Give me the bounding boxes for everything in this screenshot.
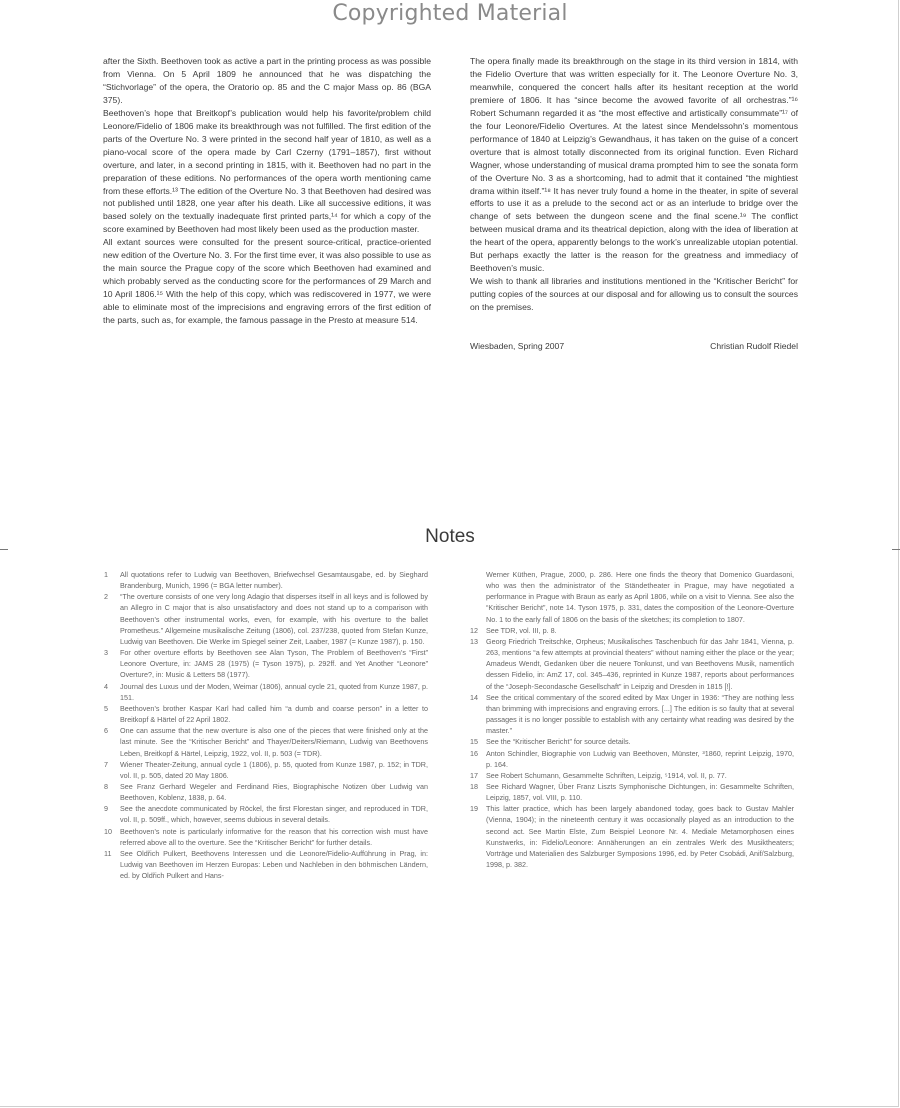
footnote: [470, 692, 794, 737]
footnote: [104, 647, 428, 680]
footnote-number: 3: [104, 648, 108, 658]
footnote: [104, 759, 428, 781]
footnote: [470, 781, 794, 803]
footnote: [104, 848, 428, 881]
footnote-number: 19: [470, 804, 478, 814]
footnote: [470, 636, 794, 692]
footnote-number: 9: [104, 804, 108, 814]
footnote-text: Georg Friedrich Treitschke, Orpheus; Musikalisches Taschenbuch für das Jahr 1841, Vienna, p. 263, mentions “a few attempts at provincial theaters” without naming either the place or the year; Amadeus Wendt, Gedanken über die neuere Tonkunst, und van Beethovens Musik, namentlich dessen Fidelio, in: AmZ 17, col. 345–436, reprinted in Kunze 1987, reports about performances of the “Joseph-Secondasche Gesellschaft” in Leipzig and Dresden in 1815 [!].: [486, 636, 794, 691]
footnote: [470, 625, 794, 636]
notes-right-column: [470, 569, 794, 870]
footnote: [104, 826, 428, 848]
footnote: [104, 803, 428, 825]
footnote-number: 2: [104, 592, 108, 602]
footnote: [104, 725, 428, 758]
footnote-text: See the critical commentary of the scored edited by Max Unger in 1936: “They are nothing less than brimming with imprecisions and engraving errors. [...] The edition is so faulty that at several passages it is no longer possible to establish with any certainty what reading was desired by the master.”: [486, 692, 794, 736]
footnote: [470, 748, 794, 770]
footnote-text: Wiener Theater-Zeitung, annual cycle 1 (1806), p. 55, quoted from Kunze 1987, p. 152; in TDR, vol. II, p. 505, dated 20 May 1806.: [120, 759, 428, 780]
footnote-number: 13: [470, 636, 478, 646]
footnote: [104, 591, 428, 647]
footnote-text: Anton Schindler, Biographie von Ludwig van Beethoven, Münster, ³1860, reprint Leipzig, 1970, p. 164.: [486, 748, 794, 769]
footnote-number: 18: [470, 781, 478, 791]
footnote-number: 17: [470, 770, 478, 780]
footnote: [104, 681, 428, 703]
footnote-number: 10: [104, 826, 112, 836]
notes-left-column: [104, 569, 428, 881]
footnote-text: See Robert Schumann, Gesammelte Schriften, Leipzig, ⁵1914, vol. II, p. 77.: [486, 770, 727, 780]
footnote-text: See Franz Gerhard Wegeler and Ferdinand Ries, Biographische Notizen über Ludwig van Beethoven, Koblenz, 1838, p. 64.: [120, 781, 428, 803]
footnote-text: All quotations refer to Ludwig van Beethoven, Briefwechsel Gesamtausgabe, ed. by Sieghard Brandenburg, Munich, 1996 (= BGA letter number).: [120, 570, 428, 591]
footnote: [104, 703, 428, 725]
body-left-column: [103, 55, 431, 327]
footnote-text: See the anecdote communicated by Röckel, the first Florestan singer, and reproduced in TDR, vol. II, p. 509ff., which, however, seems dubious in several details.: [120, 804, 428, 825]
notes-heading: Notes: [425, 526, 475, 547]
footnote-number: 15: [470, 737, 478, 747]
footnote-text: See Richard Wagner, Über Franz Liszts Symphonische Dichtungen, in: Gesammelte Schriften, Leipzig, 1857, vol. VIII, p. 110.: [486, 781, 794, 803]
footnote-number: 4: [104, 681, 108, 691]
footnote-text: See Oldřich Pulkert, Beethovens Interessen und die Leonore/Fidelio-Aufführung in Prag, in: Ludwig van Beethoven im Herzen Europas: Leben und Nachleben in den böhmischen Ländern, ed. by Oldřich Pulkert and Hans-: [120, 848, 428, 881]
footnote-number: 5: [104, 703, 108, 713]
body-paragraph: Beethoven’s hope that Breitkopf’s publication would help his favorite/problem child Leonore/Fidelio of 1806 make its breakthrough was not fulfilled. The first edition of the parts of the Overture No. 3 were printed in the second half year of 1810, as well as a piano-vocal score of the opera made by Carl Czerny (1791–1857), first without overture, and later, in a second printing in 1815, with it. Beethoven had no part in the preparation of these editions. No performances of the opera worth mentioning came from these efforts.¹³ The edition of the Overture No. 3 that Beethoven had desired was not published until 1828, one year after his death. Like all successive editions, it was based solely on the textually inadequate first printed parts,¹⁴ for which a copy of the score examined by Beethoven had most likely been used as the production master.: [103, 107, 431, 235]
footnote: [470, 770, 794, 781]
footnote-number: 12: [470, 625, 478, 635]
footnote-text: Beethoven’s note is particularly informative for the reason that his correction wish must have referred above all to the overture. See the “Kritischer Bericht” for further details.: [120, 826, 428, 847]
body-paragraph: All extant sources were consulted for the present source-critical, practice-oriented new edition of the Overture No. 3. For the first time ever, it was also possible to use as the main source the Prague copy of the score which Beethoven had examined and which probably served as the conducting score for the performances of 29 March and 10 April 1806.¹⁵ With the help of this copy, which was rediscovered in 1977, we were able to eliminate most of the imprecisions and engraving errors of the first edition of the parts, such as, for example, the famous passage in the Presto at measure 514.: [103, 237, 431, 326]
left-crop-mark: [0, 549, 8, 550]
footnote-text: See the “Kritischer Bericht” for source details.: [486, 737, 631, 747]
body-paragraph: We wish to thank all libraries and institutions mentioned in the “Kritischer Bericht” for putting copies of the sources at our disposal and for allowing us to consult the sources on the premises.: [470, 276, 798, 313]
body-paragraph: The opera finally made its breakthrough on the stage in its third version in 1814, with the Fidelio Overture that was written especially for it. The Leonore Overture No. 3, meanwhile, conquered the concert halls after its hesitant reception at the world premiere of 1806. It has “since become the avowed favorite of all orchestras.”¹⁶ Robert Schumann regarded it as “the most effective and artistically consummate”¹⁷ of the four Leonore/Fidelio Overtures. At the latest since Mendelssohn’s momentous performance of 1840 at Leipzig’s Gewandhaus, it has taken on the guise of a concert overture that is almost totally disconnected from its original function. Even Richard Wagner, whose understanding of musical drama prompted him to see the sonata form of the Overture No. 3 as a shortcoming, had to admit that it contained “the mightiest drama within itself.”¹⁸ It has never truly found a home in the theater, in spite of several efforts to use it as a prelude to the second act or as an interlude to bridge over the change of sets between the dungeon scene and the final scene.¹⁹ The conflict between musical drama and its theatrical depiction, along with the idea of liberation at the heart of the opera, apparently belongs to the work’s unrealizable utopian potential. But perhaps exactly the latter is the reason for the greatness and immediacy of Beethoven’s music.: [470, 56, 798, 274]
author-name: Christian Rudolf Riedel: [710, 341, 798, 352]
footnote-number: 6: [104, 726, 108, 736]
footnote-text: This latter practice, which has been largely abandoned today, goes back to Gustav Mahler (Vienna, 1904); in the nineteenth century it was occasionally played as an introduction to the second act. See Martin Elste, Zum Beispiel Leonore Nr. 4. Mediale Metamorphosen eines Kunstwerks, in: Fidelio/Leonore: Annäherungen an ein zentrales Werk des Musiktheaters; Vorträge und Materialien des Salzburger Symposions 1996, ed. by Peter Csobádi, Anif/Salzburg, 1998, p. 382.: [486, 804, 794, 870]
footnote-number: 7: [104, 759, 108, 769]
footnote-text: See TDR, vol. III, p. 8.: [486, 625, 557, 635]
copyright-watermark: Copyrighted Material: [332, 1, 568, 26]
footnote-text: Beethoven’s brother Kaspar Karl had called him “a dumb and coarse person” in a letter to Breitkopf & Härtel of 22 April 1802.: [120, 703, 428, 725]
place-date: Wiesbaden, Spring 2007: [470, 341, 565, 352]
footnote-text: For other overture efforts by Beethoven see Alan Tyson, The Problem of Beethoven’s “First” Leonore Overture, in: JAMS 28 (1975) (= Tyson 1975), p. 292ff. and Yet Another “Leonore” Overture?, in: Music & Letters 58 (1977).: [120, 648, 428, 680]
body-paragraph: after the Sixth. Beethoven took as active a part in the printing process as was possible from Vienna. On 5 April 1809 he announced that he was dispatching the “Stichvorlage” of the opera, the Oratorio op. 85 and the C major Mass op. 86 (BGA 375).: [103, 56, 431, 105]
footnote-number: 11: [104, 848, 112, 858]
footnote-continuation: Werner Küthen, Prague, 2000, p. 286. Here one finds the theory that Domenico Guardasoni, who was then the administrator of the Ständetheater in Prague, may have negotiated a performance in Prague with Braun as early as April 1806, while on a visit to Vienna. See also the “Kritischer Bericht”, note 14. Tyson 1975, p. 331, dates the composition of the Leonore-Overture No. 1 to the early fall of 1806 on the basis of the sketches; its completion to 1807.: [486, 570, 794, 624]
footnote-number: 8: [104, 781, 108, 791]
footnote: [104, 569, 428, 591]
footnote-number: 1: [104, 570, 108, 579]
footnote: [470, 736, 794, 747]
footnote-number: 16: [470, 748, 478, 758]
footnote: [104, 781, 428, 803]
footnote-text: One can assume that the new overture is also one of the pieces that were finished only at the last minute. See the “Kritischer Bericht” and Thayer/Deiters/Riemann, Ludwig van Beethovens Leben, Breitkopf & Härtel, Leipzig, 1922, vol. II, p. 503 (= TDR).: [120, 726, 428, 758]
body-right-column: [470, 55, 798, 353]
signature-line: [470, 340, 798, 353]
footnote-text: “The overture consists of one very long Adagio that disperses itself in all keys and is followed by an Allegro in C major that is also unsatisfactory and does not stand up to a comparison with Beethoven’s other instrumental works, even, for example, with his overture to the ballet Prometheus.” Allgemeine musikalische Zeitung (1806), col. 237/238, quoted from Stefan Kunze, Ludwig van Beethoven. Die Werke im Spiegel seiner Zeit, Laaber, 1987 (= Kunze 1987), p. 150.: [120, 592, 428, 646]
footnote-text: Journal des Luxus und der Moden, Weimar (1806), annual cycle 21, quoted from Kunze 1987, p. 151.: [120, 681, 428, 702]
right-crop-mark: [892, 549, 900, 550]
footnote: [470, 803, 794, 870]
footnote-number: 14: [470, 692, 478, 702]
